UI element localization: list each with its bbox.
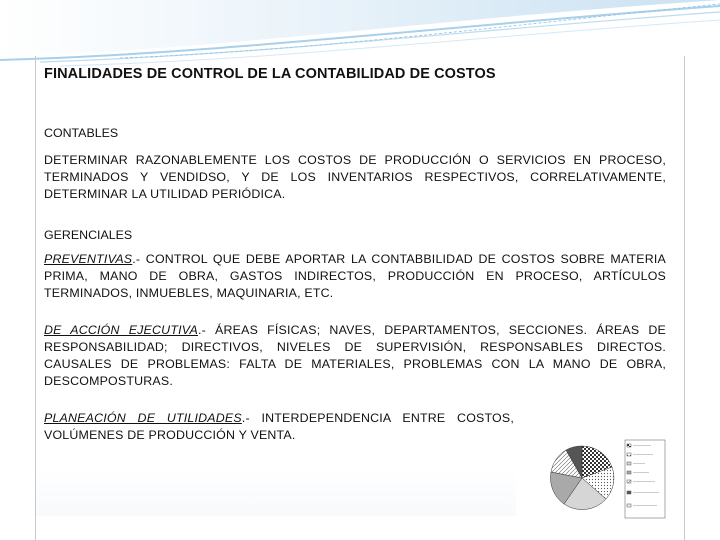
item-preventivas (44, 251, 666, 302)
faded-footer (36, 470, 516, 516)
item-accion-ejecutiva (44, 322, 666, 390)
item-text: .- ÁREAS FÍSICAS; NAVES, DEPARTAMENTOS, SECCIONES. ÁREAS DE RESPONSABILIDAD; DIRECTIVOS, NIVELES DE SUPERVISIÓN, RESPONSABLES DIRECTOS. CAUSALES DE PROBLEMAS: FALTA DE MATERIALES, PROBLEMAS CON LA MANO DE OBRA, DESCOMPOSTURAS. (44, 323, 666, 388)
section-heading-gerenciales: GERENCIALES (44, 228, 133, 242)
item-term: PREVENTIVAS (44, 252, 133, 266)
contables-paragraph: DETERMINAR RAZONABLEMENTE LOS COSTOS DE PRODUCCIÓN O SERVICIOS EN PROCESO, TERMINADOS Y VENDIDSO, Y DE LOS INVENTARIOS RESPECTIVOS, CORRELATIVAMENTE, DETERMINAR LA UTILIDAD PERIÓDICA. (44, 153, 666, 201)
section-heading-contables: CONTABLES (44, 126, 119, 140)
item-text: .- CONTROL QUE DEBE APORTAR LA CONTABBILIDAD DE COSTOS SOBRE MATERIA PRIMA, MANO DE OBRA, GASTOS INDIRECTOS, PRODUCCIÓN EN PROCESO, ARTÍCULOS TERMINADOS, INMUEBLES, MAQUINARIA, ETC. (44, 252, 666, 300)
slide-title: FINALIDADES DE CONTROL DE LA CONTABILIDAD DE COSTOS (44, 66, 496, 82)
item-planeacion (44, 410, 514, 444)
chart-legend (625, 440, 665, 518)
item-term: PLANEACIÓN DE UTILIDADES (44, 411, 242, 425)
item-term: DE ACCIÓN EJECUTIVA (44, 323, 198, 337)
pie-chart-icon (527, 436, 667, 521)
item-text: .- INTERDEPENDENCIA ENTRE COSTOS, VOLÚMENES DE PRODUCCIÓN Y VENTA. (44, 411, 514, 442)
